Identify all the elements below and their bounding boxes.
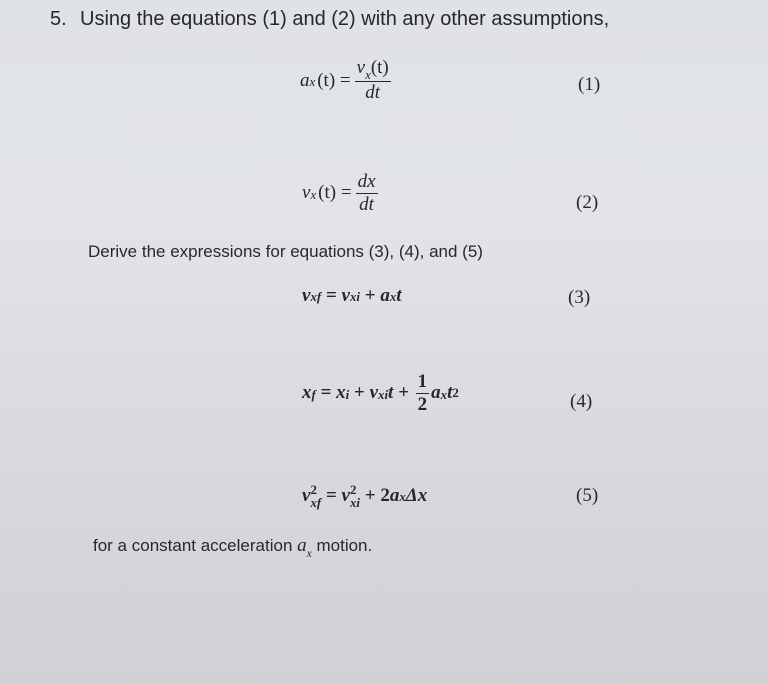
eq2-fraction: $\frac{dx}{dt}$: [357, 171, 376, 215]
equation-4: x $_f$ = x $_i$ + v $_{xi}$ t + $\frac{1}{2}$ a $_x$ t 2: [302, 371, 459, 415]
equation-2-number: (2): [576, 192, 599, 213]
problem-number: 5.: [50, 8, 67, 30]
equation-1-number: (1): [578, 74, 601, 95]
equation-5: v 2 $_{xf}$ = v 2 $_{xi}$ + 2 a $_x$ Δx: [302, 482, 428, 510]
problem-heading: [50, 8, 609, 31]
equation-1: a $_x$ (t) = $\frac{v_x(t)}{dt}$: [300, 57, 389, 104]
eq4-fraction: $\frac{1}{2}$: [417, 371, 428, 415]
equation-2: v $_x$ (t) = $\frac{dx}{dt}$: [302, 171, 376, 215]
equation-3: v $_{xf}$ = v $_{xi}$ + a $_x$ t: [302, 285, 402, 306]
derive-instruction: Derive the expressions for equations (3), (4), and (5): [88, 242, 483, 261]
equation-5-number: (5): [576, 485, 599, 506]
equation-3-number: (3): [568, 287, 591, 308]
eq1-fraction: $\frac{v_x(t)}{dt}$: [356, 57, 389, 104]
equation-4-number: (4): [570, 391, 593, 412]
problem-intro: Using the equations (1) and (2) with any other assumptions,: [80, 8, 610, 30]
closing-text: for a constant acceleration $a_x$ motion.: [93, 535, 373, 560]
eq1-lhs: a: [300, 69, 310, 91]
